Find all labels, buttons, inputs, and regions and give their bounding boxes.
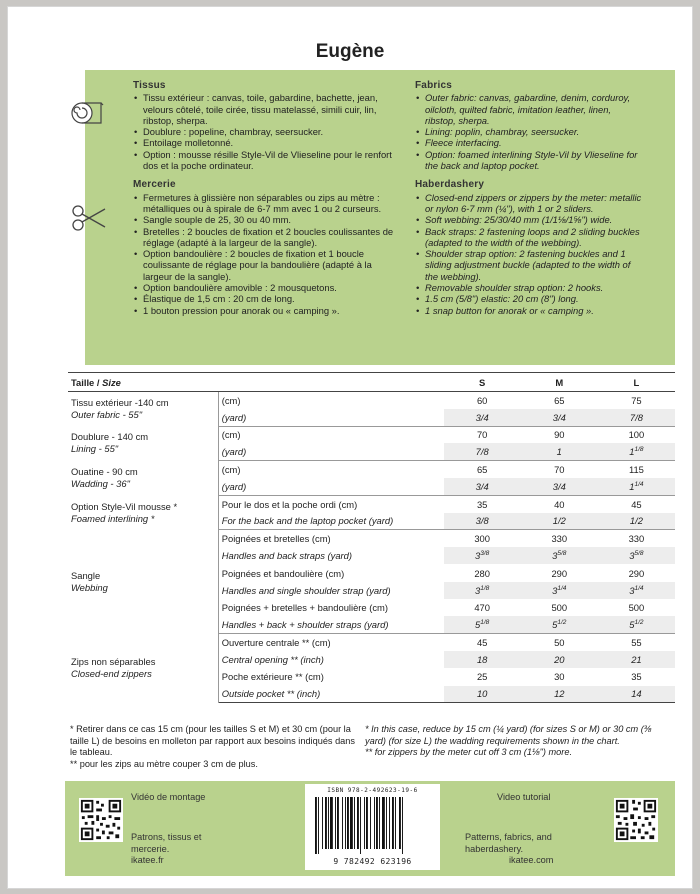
barcode-bar (335, 797, 336, 849)
unit-label: Handles and back straps (yard) (221, 550, 353, 562)
barcode-bar (370, 797, 371, 849)
size-value-s: 35 (476, 498, 488, 510)
size-value-m: $3^{5/8}$ (521, 547, 598, 564)
barcode-bar (328, 797, 329, 849)
barcode (305, 784, 440, 870)
size-value-m: 12 (521, 686, 598, 703)
material-label (68, 530, 218, 634)
size-value-s: 470 (474, 602, 490, 614)
barcode-bar (337, 797, 339, 849)
material-label-fr: Ouatine - 90 cm (71, 465, 138, 477)
list-item: • 1 bouton pression pour anorak ou « camping ». (133, 305, 403, 316)
list-item: • Fermetures à glissière non séparables ou zips au mètre : métalliques ou à spirale de 6-7 mm avec 1 ou 2 curseurs. (133, 192, 403, 215)
haberdashery-en-heading: Haberdashery (415, 179, 485, 191)
size-header-en: Size (102, 376, 121, 388)
unit-label: (cm) (221, 394, 241, 406)
list-item: • Fleece interfacing. (415, 137, 643, 148)
list-item: • Bretelles : 2 boucles de fixation et 2 boucles coulissantes de réglage (adapté à la largeur de la sangle). (133, 226, 403, 249)
barcode-bar (374, 797, 375, 849)
size-value-s: 18 (444, 651, 521, 668)
unit-label: Central opening ** (inch) (221, 654, 324, 666)
size-header-fr: Taille / (71, 376, 100, 388)
list-item: • Back straps: 2 fastening loops and 2 sliding buckles (adapted to the width of the webbing). (415, 226, 643, 249)
table-header-row (68, 373, 675, 392)
barcode-bar (389, 797, 390, 849)
size-value-l: $1^{1/8}$ (598, 443, 675, 460)
size-value-s: 60 (476, 394, 488, 406)
qr-code-fr[interactable] (79, 798, 123, 842)
size-value-m: 40 (554, 498, 565, 510)
size-value-l: $5^{1/2}$ (598, 616, 675, 633)
size-s-header: S (444, 373, 521, 392)
fabrics-en-heading: Fabrics (415, 80, 452, 91)
table-row (68, 392, 675, 409)
unit-label: Poignées + bretelles + bandoulière (cm) (221, 602, 388, 614)
fabrics-fr-heading: Tissus (133, 80, 166, 91)
footer-panel (65, 781, 675, 876)
note-wadding-fr: * Retirer dans ce cas 15 cm (pour les tailles S et M) et 30 cm (pour la taille L) de besoins en molleton par rapport aux besoins indiqués dans le tableau. (70, 724, 355, 758)
size-m-header: M (521, 373, 598, 392)
barcode-bar (399, 797, 401, 849)
list-item: • Closed-end zippers or zippers by the meter: metallic or nylon 6-7 mm (¼"), with 1 or 2 sliders. (415, 192, 643, 215)
size-value-s: $5^{1/8}$ (444, 616, 521, 633)
size-value-m: $3^{1/4}$ (521, 582, 598, 599)
size-value-m: 30 (554, 671, 565, 683)
material-label (68, 426, 218, 461)
barcode-bar (325, 797, 327, 849)
table-row (68, 530, 675, 547)
barcode-bar (386, 797, 387, 849)
size-value-l: 290 (628, 567, 645, 579)
materials-fr-column (133, 80, 403, 316)
list-item: • Doublure : popeline, chambray, seersucker. (133, 126, 403, 137)
barcode-bar (318, 797, 319, 854)
list-item: • Removable shoulder strap option: 2 hooks. (415, 282, 643, 293)
size-value-s: 3/4 (444, 478, 521, 495)
size-value-m: 65 (554, 394, 565, 406)
material-label-en: Lining - 55" (71, 443, 119, 455)
barcode-number: 9 782492 623196 (333, 857, 412, 866)
size-value-m: 3/4 (521, 409, 598, 426)
size-value-m: 500 (551, 602, 568, 614)
unit-label: (yard) (218, 409, 443, 426)
note-zipper-fr: ** pour les zips au mètre couper 3 cm de plus. (70, 758, 258, 769)
material-label-en: Wadding - 36" (71, 477, 130, 489)
size-value-l: $3^{5/8}$ (598, 547, 675, 564)
notes-en (365, 724, 670, 759)
unit-label: (yard) (218, 478, 443, 495)
size-value-l: 35 (631, 671, 642, 683)
unit-label: For the back and the laptop pocket (yard) (218, 513, 443, 530)
list-item: • Entoilage molletonné. (133, 137, 403, 148)
note-wadding-en: * In this case, reduce by 15 cm (¼ yard) (for sizes S or M) or 30 cm (⅜ yard) (for size L) the wadding requirements shown in the chart. (365, 724, 652, 746)
barcode-bar (382, 797, 385, 849)
size-value-l: 45 (631, 498, 642, 510)
video-label-fr: Vidéo de montage (131, 792, 206, 802)
unit-label: Handles and single shoulder strap (yard) (221, 584, 391, 596)
shop-text-fr: Patrons, tissus et mercerie. (131, 832, 202, 854)
material-label-fr: Sangle (71, 569, 101, 581)
barcode-bar (402, 797, 403, 854)
size-value-m: 1 (521, 443, 598, 460)
isbn-text: ISBN 978-2-492623-19-6 (327, 787, 418, 794)
material-label-en: Closed-end zippers (71, 668, 152, 680)
list-item: • Lining: poplin, chambray, seersucker. (415, 126, 643, 137)
size-value-s: 280 (474, 567, 490, 579)
unit-label: Outside pocket ** (inch) (218, 686, 443, 703)
size-value-l: 75 (631, 394, 642, 406)
size-value-s: 7/8 (444, 443, 521, 460)
material-label-en: Foamed interlining * (71, 512, 155, 524)
size-value-s: 3/4 (444, 409, 521, 426)
barcode-bar (379, 797, 380, 849)
unit-label: (yard) (218, 443, 443, 460)
list-item: • Outer fabric: canvas, gabardine, denim, corduroy, oilcloth, quilted fabric, imitation leather, linen, ribstop, sherpa. (415, 92, 643, 126)
table-row (68, 495, 675, 512)
size-value-l: 500 (628, 602, 645, 614)
size-value-l: 7/8 (598, 409, 675, 426)
size-value-s: 300 (474, 533, 490, 545)
size-value-l: 330 (628, 533, 645, 545)
material-label-fr: Option Style-Vil mousse * (71, 500, 178, 512)
size-value-l: 1/2 (598, 513, 675, 530)
unit-label: Ouverture centrale ** (cm) (221, 637, 331, 649)
barcode-bar (342, 797, 343, 849)
size-value-m: 330 (551, 533, 568, 545)
unit-label: Poignées et bretelles (cm) (221, 533, 331, 545)
size-value-m: 70 (554, 464, 565, 476)
unit-label: Poignées et bandoulière (cm) (221, 567, 345, 579)
barcode-bar (345, 797, 346, 849)
list-item: • 1 snap button for anorak or « camping ». (415, 305, 643, 316)
material-label-fr: Doublure - 140 cm (71, 431, 149, 443)
barcode-bar (354, 797, 355, 849)
barcode-bar (366, 797, 368, 849)
table-row (68, 634, 675, 651)
table-row (68, 426, 675, 443)
barcode-bar (330, 797, 333, 849)
site-link-en[interactable]: ikatee.com (509, 855, 554, 865)
unit-label: Pour le dos et la poche ordi (cm) (221, 498, 358, 510)
fabric-requirements-table (68, 372, 675, 703)
size-value-m: 3/4 (521, 478, 598, 495)
size-value-s: 3/8 (444, 513, 521, 530)
unit-label: (cm) (221, 464, 241, 476)
size-value-m: 50 (554, 637, 565, 649)
size-value-m: 90 (554, 429, 565, 441)
size-value-l: 14 (598, 686, 675, 703)
list-item: • 1.5 cm (5/8") elastic: 20 cm (8") long. (415, 293, 643, 304)
barcode-bar (357, 797, 359, 849)
list-item: • Élastique de 1,5 cm : 20 cm de long. (133, 293, 403, 304)
size-value-m: 290 (551, 567, 568, 579)
barcode-bar (322, 797, 323, 849)
material-label (68, 495, 218, 530)
barcode-bar (376, 797, 378, 849)
list-item: • Sangle souple de 25, 30 ou 40 mm. (133, 214, 403, 225)
barcode-bar (392, 797, 394, 849)
size-value-s: 10 (444, 686, 521, 703)
list-item: • Shoulder strap option: 2 fastening buckles and 1 sliding adjustment buckle (adapted to the width of the webbing). (415, 248, 643, 282)
qr-code-en[interactable] (614, 798, 658, 842)
size-l-header: L (598, 373, 675, 392)
shop-text-en: Patterns, fabrics, and haberdashery. (465, 832, 552, 854)
barcode-bar (364, 797, 365, 849)
pattern-back-cover (7, 6, 693, 889)
material-label-en: Webbing (71, 581, 108, 593)
fabrics-fr-list (133, 92, 403, 171)
size-value-l: 55 (631, 637, 642, 649)
material-label-fr: Zips non séparables (71, 656, 156, 668)
size-value-s: $3^{1/8}$ (444, 582, 521, 599)
page-title: Eugène (315, 41, 385, 62)
site-link-fr[interactable]: ikatee.fr (131, 855, 164, 865)
fabric-roll-icon (70, 95, 106, 129)
list-item: • Soft webbing: 25/30/40 mm (1/1⅛/1⅝") wide. (415, 214, 643, 225)
size-value-l: $1^{1/4}$ (598, 478, 675, 495)
table-row (68, 461, 675, 478)
size-value-s: $3^{3/8}$ (444, 547, 521, 564)
materials-en-column (415, 80, 643, 316)
size-value-l: 100 (628, 429, 645, 441)
material-label (68, 461, 218, 496)
barcode-bar (315, 797, 317, 854)
size-value-s: 45 (476, 637, 488, 649)
list-item: • Option bandoulière amovible : 2 mousquetons. (133, 282, 403, 293)
size-header (68, 373, 444, 392)
list-item: • Option : mousse résille Style-Vil de Vlieseline pour le renfort dos et la poche ordinateur. (133, 149, 403, 172)
size-value-s: 65 (476, 464, 488, 476)
size-value-s: 25 (476, 671, 488, 683)
barcode-bar (360, 797, 361, 854)
notes-fr (70, 724, 355, 770)
material-label (68, 634, 218, 703)
material-label-en: Outer fabric - 55" (71, 409, 143, 421)
list-item: • Tissu extérieur : canvas, toile, gabardine, bachette, jean, velours côtelé, toile cirée, tissu matelassé, simili cuir, lin, ribstop, sherpa. (133, 92, 403, 126)
barcode-bar (395, 797, 396, 849)
haberdashery-en-list (415, 192, 643, 316)
list-item: • Option: foamed interlining Style-Vil by Vlieseline for the back and laptop pocket. (415, 149, 643, 172)
material-label (68, 392, 218, 427)
size-value-l: 21 (598, 651, 675, 668)
material-label-fr: Tissu extérieur -140 cm (71, 397, 169, 409)
size-value-l: $3^{1/4}$ (598, 582, 675, 599)
size-value-l: 115 (628, 464, 644, 476)
barcode-bar (347, 797, 349, 849)
unit-label: Handles + back + shoulder straps (yard) (218, 616, 443, 633)
size-value-m: 1/2 (521, 513, 598, 530)
list-item: • Option bandoulière : 2 boucles de fixation et 1 boucle coulissante de réglage pour la bandoulière (adapté à la largeur de la sangle). (133, 248, 403, 282)
size-value-m: $5^{1/2}$ (521, 616, 598, 633)
haberdashery-fr-list (133, 192, 403, 316)
haberdashery-fr-heading: Mercerie (133, 179, 176, 191)
size-value-s: 70 (476, 429, 488, 441)
size-value-m: 20 (521, 651, 598, 668)
scissors-icon (70, 203, 108, 233)
barcode-bar (350, 797, 353, 849)
unit-label: Poche extérieure ** (cm) (221, 671, 324, 683)
video-label-en: Video tutorial (497, 792, 551, 802)
barcode-bars (315, 797, 430, 854)
note-zipper-en: ** for zippers by the meter cut off 3 cm (1⅛") more. (365, 747, 572, 758)
unit-label: (cm) (221, 429, 241, 441)
fabrics-en-list (415, 92, 643, 171)
